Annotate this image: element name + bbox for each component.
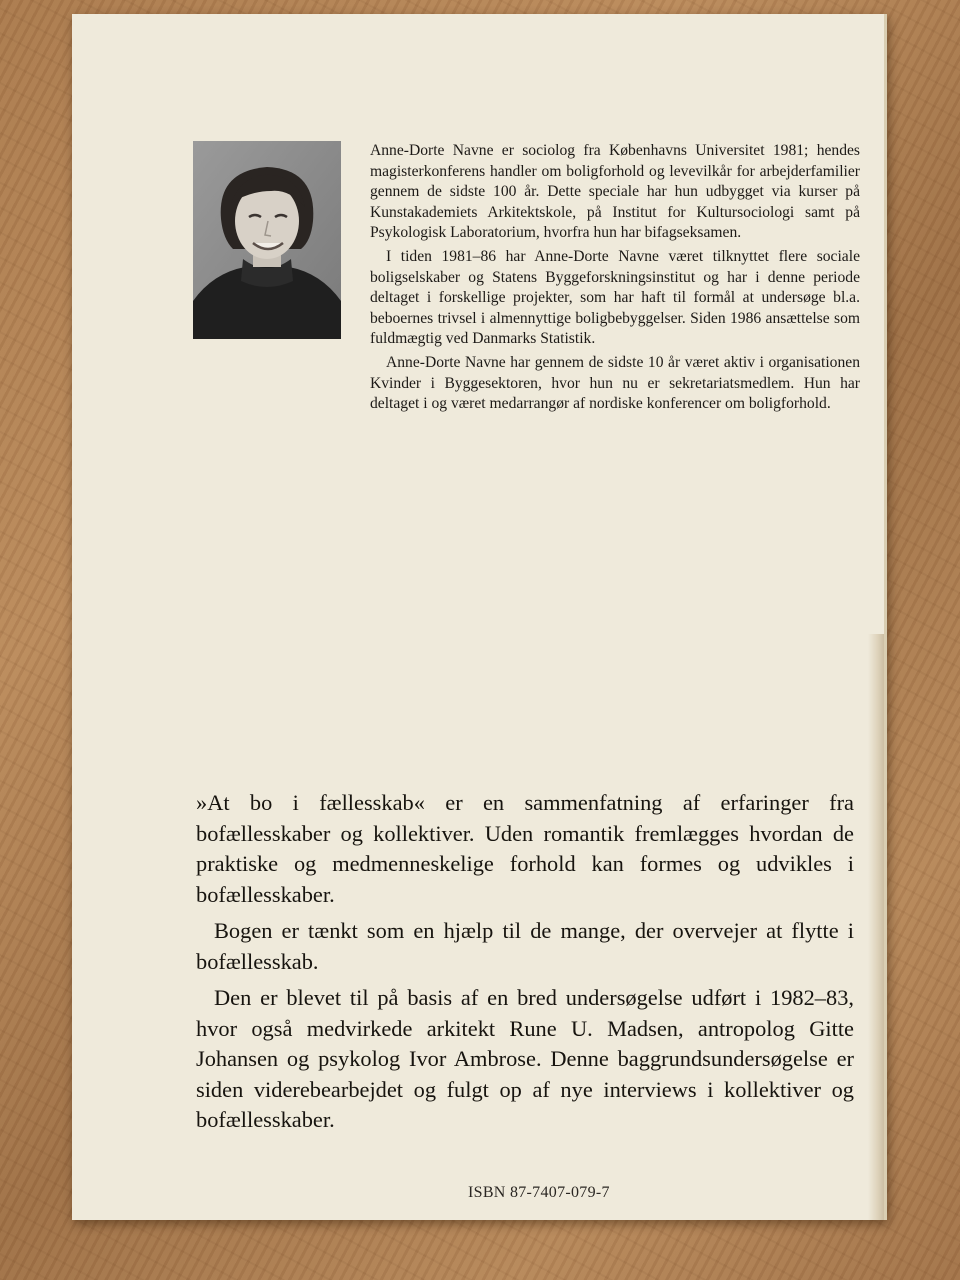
bio-paragraph-3: Anne-Dorte Navne har gennem de sidste 10 år været aktiv i organisationen Kvinder i Byggesektoren, hvor hun nu er sekretariatsmedlem. Hun har deltaget i og været medarrangør af nordiske konferencer om boligforhold. — [370, 353, 860, 413]
book-back-cover — [72, 14, 887, 1220]
author-biography — [370, 141, 860, 418]
bio-paragraph-1: Anne-Dorte Navne er sociolog fra Københavns Universitet 1981; hendes magisterkonferens handler om boligforhold og levevilkår for arbejderfamilier gennem de sidste 100 år. Dette speciale har hun udbygget via kurser på Kunstakademiets Arkitektskole, på Institut for Kultursociologi samt på Psykologisk Laboratorium, hvorfra hun har bifagseksamen. — [370, 142, 860, 242]
blurb-paragraph-2: Bogen er tænkt som en hjælp til de mange, der overvejer at flytte i bofællesskab. — [196, 918, 854, 974]
blurb-paragraph-3: Den er blevet til på basis af en bred undersøgelse udført i 1982–83, hvor også medvirkede arkitekt Rune U. Madsen, antropolog Gitte Johansen og psykolog Ivor Ambrose. Denne baggrundsundersøgelse er siden viderebearbejdet og fulgt op af nye interviews i kollektiver og bofællesskaber. — [196, 985, 854, 1132]
blurb-paragraph-1: »At bo i fællesskab« er en sammenfatning af erfaringer fra bofællesskaber og kollektiver. Uden romantik fremlægges hvordan de praktiske og medmenneskelige forhold kan formes og udvikles i bofællesskaber. — [196, 790, 854, 907]
author-portrait-image — [193, 141, 341, 339]
isbn-number: ISBN 87-7407-079-7 — [468, 1184, 610, 1201]
book-description — [196, 788, 854, 1142]
bio-paragraph-2: I tiden 1981–86 har Anne-Dorte Navne været tilknyttet flere sociale boligselskaber og Statens Byggeforskningsinstitut og har i denne periode deltaget i forskellige projekter, som har haft til formål at undersøge bl.a. beboernes trivsel i almennyttige boligbebyggelser. Siden 1986 ansættelse som fuldmægtig ved Danmarks Statistik. — [370, 247, 860, 348]
author-photo — [193, 141, 341, 339]
